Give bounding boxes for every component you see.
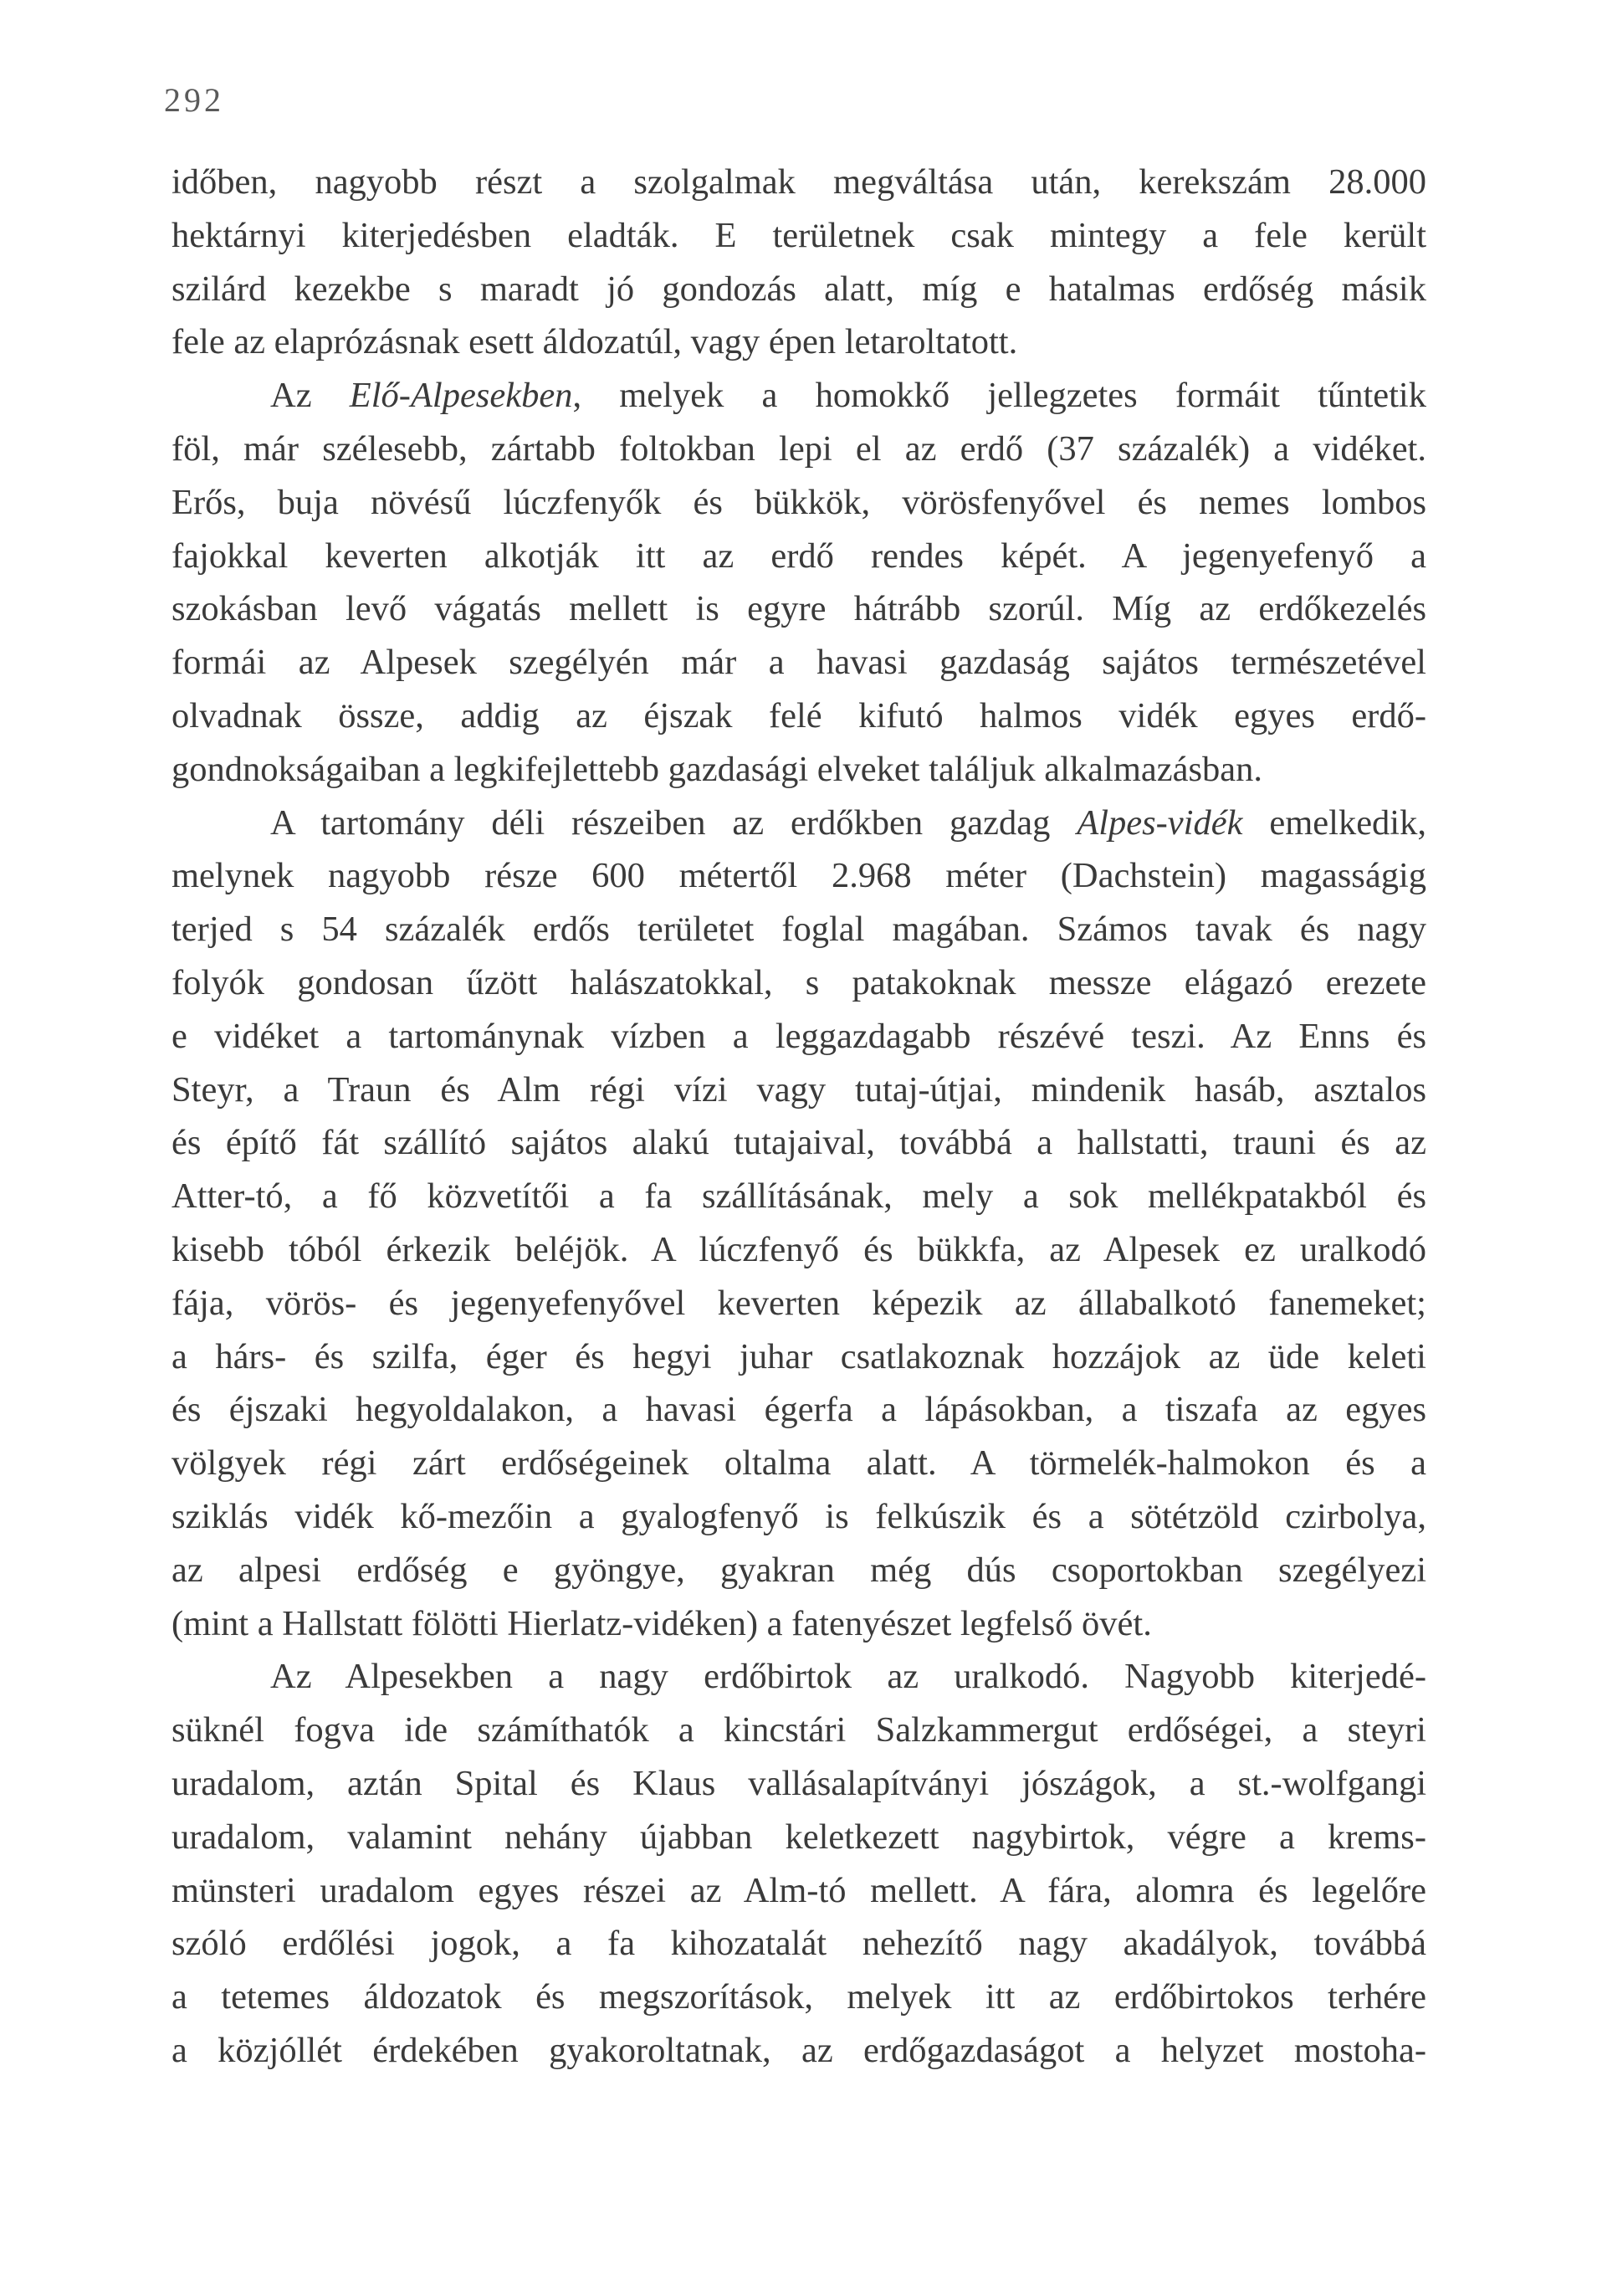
paragraph-3 [171, 797, 1426, 1651]
text-line: szóló erdőlési jogok, a fa kihozatalát nehezítő nagy akadályok, továbbá [171, 1924, 1426, 1964]
text-line: hektárnyi kiterjedésben eladták. E területnek csak mintegy a fele került [171, 215, 1426, 255]
text-line: uradalom, aztán Spital és Klaus vallásalapítványi jószágok, a st.-wolfgangi [171, 1763, 1426, 1803]
text-line: föl, már szélesebb, zártabb foltokban lepi el az erdő (37 százalék) a vidéket. [171, 428, 1426, 469]
text-line: Atter-tó, a fő közvetítői a fa szállításának, mely a sok mellékpatakból és [171, 1176, 1426, 1217]
text-line: e vidéket a tartománynak vízben a leggazdagabb részévé teszi. Az Enns és [171, 1016, 1426, 1056]
text-line: münsteri uradalom egyes részei az Alm-tó mellett. A fára, alomra és legelőre [171, 1870, 1426, 1910]
text-line: süknél fogva ide számíthatók a kincstári Salzkammergut erdőségei, a steyri [171, 1710, 1426, 1750]
text-line: Steyr, a Traun és Alm régi vízi vagy tutaj-útjai, mindenik hasáb, asztalos [171, 1069, 1426, 1110]
page-number: 292 [164, 81, 224, 119]
text-line: uradalom, valamint nehány újabban keletkezett nagybirtok, végre a krems- [171, 1817, 1426, 1857]
text-line: és éjszaki hegyoldalakon, a havasi égerfa a lápásokban, a tiszafa az egyes [171, 1390, 1426, 1430]
text-line: fája, vörös- és jegenyefenyővel keverten képezik az állabalkotó fanemeket; [171, 1283, 1426, 1323]
text-line: sziklás vidék kő-mezőin a gyalogfenyő is felkúszik és a sötétzöld czirbolya, [171, 1496, 1426, 1536]
text-line: a tetemes áldozatok és megszorítások, melyek itt az erdőbirtokos terhére [171, 1977, 1426, 2017]
text-line: időben, nagyobb részt a szolgalmak megváltása után, kerekszám 28.000 [171, 162, 1426, 202]
text-segment: A tartomány déli részeiben az erdőkben gazdag [270, 802, 1077, 843]
text-line: folyók gondosan űzött halászatokkal, s patakoknak messze elágazó erezete [171, 962, 1426, 1002]
text-line: és építő fát szállító sajátos alakú tutajaival, továbbá a hallstatti, trauni és az [171, 1123, 1426, 1163]
text-segment: emelkedik, [1242, 802, 1426, 843]
text-segment: Az [270, 376, 350, 416]
text-line: formái az Alpesek szegélyén már a havasi gazdaság sajátos természetével [171, 643, 1426, 683]
text-line: a közjóllét érdekében gyakoroltatnak, az erdőgazdaságot a helyzet mostoha- [171, 2030, 1426, 2070]
text-line: olvadnak össze, addig az éjszak felé kifutó halmos vidék egyes erdő- [171, 695, 1426, 735]
paragraph-2 [171, 369, 1426, 796]
body-text [171, 156, 1426, 2078]
text-line: gondnokságaiban a legkifejlettebb gazdasági elveket találjuk alkalmazásban. [171, 749, 1262, 789]
text-line [171, 797, 1426, 850]
text-line: kisebb tóból érkezik beléjök. A lúczfenyő és bükkfa, az Alpesek ez uralkodó [171, 1229, 1426, 1269]
text-line: völgyek régi zárt erdőségeinek oltalma alatt. A törmelék-halmokon és a [171, 1443, 1426, 1484]
text-segment: , melyek a homokkő jellegzetes formáit tűntetik [572, 376, 1426, 416]
text-line: Erős, buja növésű lúczfenyők és bükkök, vörösfenyővel és nemes lombos [171, 482, 1426, 522]
text-line: Az Alpesekben a nagy erdőbirtok az uralkodó. Nagyobb kiterjedé- [270, 1657, 1426, 1697]
text-line: a hárs- és szilfa, éger és hegyi juhar csatlakoznak hozzájok az üde keleti [171, 1336, 1426, 1376]
paragraph-4 [171, 1650, 1426, 2077]
text-line: fele az elaprózásnak esett áldozatúl, vagy épen letaroltatott. [171, 322, 1018, 362]
text-line: melynek nagyobb része 600 métertől 2.968 méter (Dachstein) magasságig [171, 856, 1426, 896]
text-line: fajokkal keverten alkotják itt az erdő rendes képét. A jegenyefenyő a [171, 536, 1426, 576]
paragraph-1 [171, 156, 1426, 369]
text-line: szilárd kezekbe s maradt jó gondozás alatt, míg e hatalmas erdőség másik [171, 269, 1426, 309]
text-line: az alpesi erdőség e gyöngye, gyakran még dús csoportokban szegélyezi [171, 1550, 1426, 1590]
text-line: szokásban levő vágatás mellett is egyre hátrább szorúl. Míg az erdőkezelés [171, 589, 1426, 629]
text-line: terjed s 54 százalék erdős területet foglal magában. Számos tavak és nagy [171, 910, 1426, 950]
text-line [171, 369, 1426, 423]
italic-term: Alpes-vidék [1077, 802, 1243, 843]
text-line: (mint a Hallstatt fölötti Hierlatz-vidéken) a fatenyészet legfelső övét. [171, 1603, 1152, 1643]
italic-term: Elő-Alpesekben [349, 376, 573, 416]
